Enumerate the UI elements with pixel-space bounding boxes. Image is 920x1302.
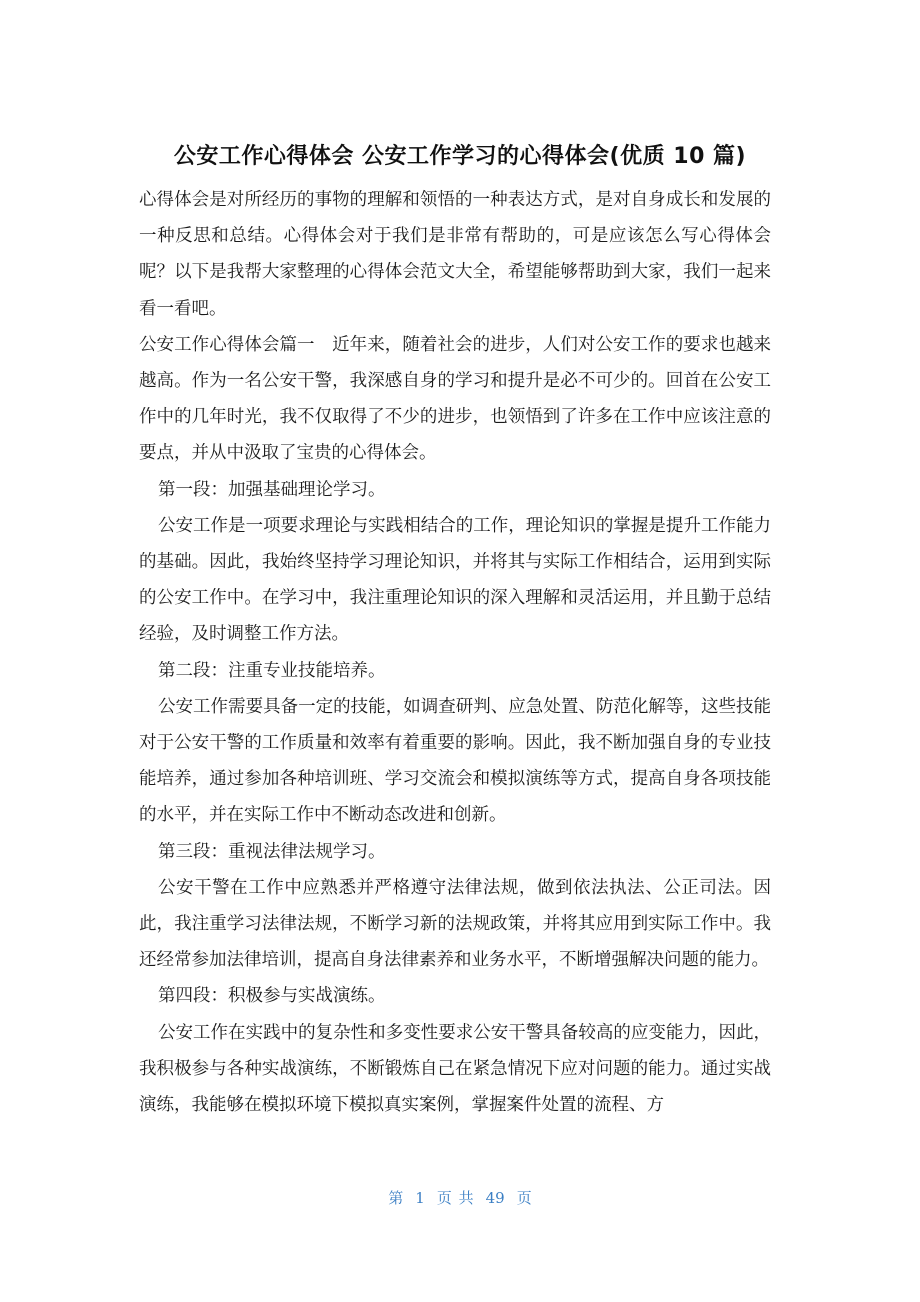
paragraph-section-2: 公安工作需要具备一定的技能，如调查研判、应急处置、防范化解等，这些技能对于公安干警的工作质量和效率有着重要的影响。因此，我不断加强自身的专业技能培养，通过参加各种培训班、学习交流会和模拟演练等方式，提高自身各项技能的水平，并在实际工作中不断动态改进和创新。	[139, 696, 771, 826]
document-title: 公安工作心得体会 公安工作学习的心得体会(优质 10 篇)	[173, 144, 747, 169]
section-heading-1: 第一段：加强基础理论学习。	[158, 479, 386, 500]
section-heading-3: 第三段：重视法律法规学习。	[158, 841, 386, 862]
paragraph-section-3: 公安干警在工作中应熟悉并严格遵守法律法规，做到依法执法、公正司法。因此，我注重学习法律法规，不断学习新的法规政策，并将其应用到实际工作中。我还经常参加法律培训，提高自身法律素养和业务水平，不断增强解决问题的能力。	[139, 877, 771, 971]
footer-page-number: 1	[415, 1189, 425, 1207]
footer-suffix: 页	[516, 1189, 532, 1207]
document-body	[139, 182, 771, 1123]
section-heading-4: 第四段：积极参与实战演练。	[158, 986, 386, 1007]
page-footer	[0, 1186, 920, 1210]
paragraph-section-1: 公安工作是一项要求理论与实践相结合的工作，理论知识的掌握是提升工作能力的基础。因此，我始终坚持学习理论知识，并将其与实际工作相结合，运用到实际的公安工作中。在学习中，我注重理论知识的深入理解和灵活运用，并且勤于总结经验，及时调整工作方法。	[139, 515, 771, 645]
paragraph-intro: 心得体会是对所经历的事物的理解和领悟的一种表达方式，是对自身成长和发展的一种反思和总结。心得体会对于我们是非常有帮助的，可是应该怎么写心得体会呢？以下是我帮大家整理的心得体会范文大全，希望能够帮助到大家，我们一起来看一看吧。	[139, 190, 771, 319]
footer-total-pages: 49	[485, 1189, 505, 1207]
footer-middle: 页 共	[436, 1189, 474, 1207]
footer-prefix: 第	[388, 1189, 404, 1207]
paragraph-part-one: 公安工作心得体会篇一 近年来，随着社会的进步，人们对公安工作的要求也越来越高。作为一名公安干警，我深感自身的学习和提升是必不可少的。回首在公安工作中的几年时光，我不仅取得了不少的进步，也领悟到了许多在工作中应该注意的要点，并从中汲取了宝贵的心得体会。	[139, 334, 771, 464]
paragraph-section-4: 公安工作在实践中的复杂性和多变性要求公安干警具备较高的应变能力，因此，我积极参与各种实战演练，不断锻炼自己在紧急情况下应对问题的能力。通过实战演练，我能够在模拟环境下模拟真实案例，掌握案件处置的流程、方	[139, 1022, 771, 1116]
section-heading-2: 第二段：注重专业技能培养。	[158, 660, 386, 681]
